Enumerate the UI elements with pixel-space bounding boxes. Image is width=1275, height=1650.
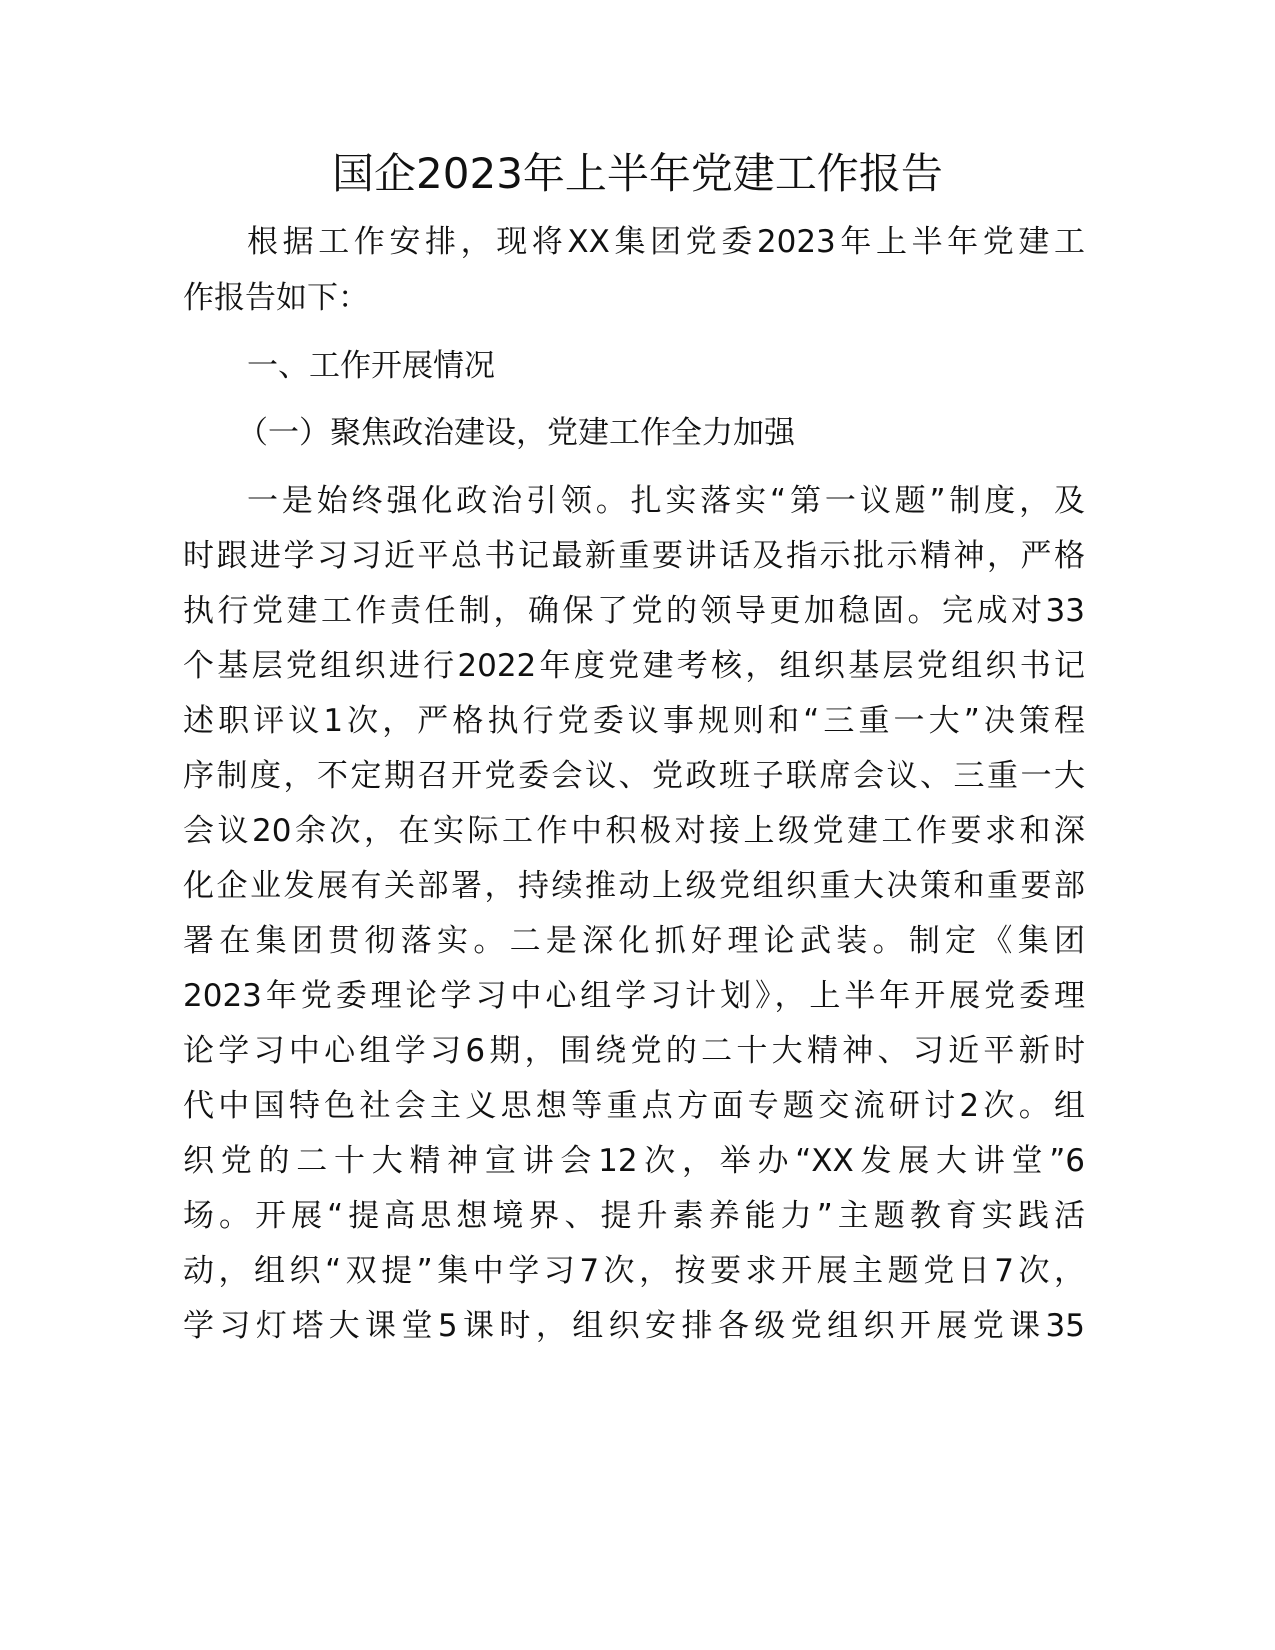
paragraph-line: 动，组织“双提”集中学习7次，按要求开展主题党日7次， [183, 1253, 1085, 1289]
section-heading: 一、工作开展情况 [247, 348, 495, 384]
paragraph-line: 化企业发展有关部署，持续推动上级党组织重大决策和重要部 [183, 868, 1085, 904]
paragraph-line: 2023年党委理论学习中心组学习计划》，上半年开展党委理 [183, 978, 1085, 1014]
paragraph-line: 织党的二十大精神宣讲会12次，举办“XX发展大讲堂”6 [183, 1143, 1085, 1179]
paragraph-line: 根据工作安排，现将XX集团党委2023年上半年党建工 [247, 224, 1085, 260]
paragraph-line: 学习灯塔大课堂5课时，组织安排各级党组织开展党课35 [183, 1308, 1085, 1344]
paragraph-line: 会议20余次，在实际工作中积极对接上级党建工作要求和深 [183, 813, 1085, 849]
subsection-heading: （一）聚焦政治建设，党建工作全力加强 [237, 415, 795, 451]
paragraph-line: 论学习中心组学习6期，围绕党的二十大精神、习近平新时 [183, 1033, 1085, 1069]
paragraph-line: 署在集团贯彻落实。二是深化抓好理论武装。制定《集团 [183, 923, 1085, 959]
paragraph-line: 个基层党组织进行2022年度党建考核，组织基层党组织书记 [183, 648, 1085, 684]
paragraph-line: 执行党建工作责任制，确保了党的领导更加稳固。完成对33 [183, 593, 1085, 629]
paragraph-line: 述职评议1次，严格执行党委议事规则和“三重一大”决策程 [183, 703, 1085, 739]
paragraph-line: 一是始终强化政治引领。扎实落实“第一议题”制度，及 [247, 483, 1085, 519]
paragraph-line: 时跟进学习习近平总书记最新重要讲话及指示批示精神，严格 [183, 538, 1085, 574]
document-title: 国企2023年上半年党建工作报告 [332, 149, 943, 198]
paragraph-line: 场。开展“提高思想境界、提升素养能力”主题教育实践活 [183, 1198, 1085, 1234]
paragraph-line: 作报告如下： [183, 280, 369, 316]
paragraph-line: 代中国特色社会主义思想等重点方面专题交流研讨2次。组 [183, 1088, 1085, 1124]
paragraph-line: 序制度，不定期召开党委会议、党政班子联席会议、三重一大 [183, 758, 1085, 794]
